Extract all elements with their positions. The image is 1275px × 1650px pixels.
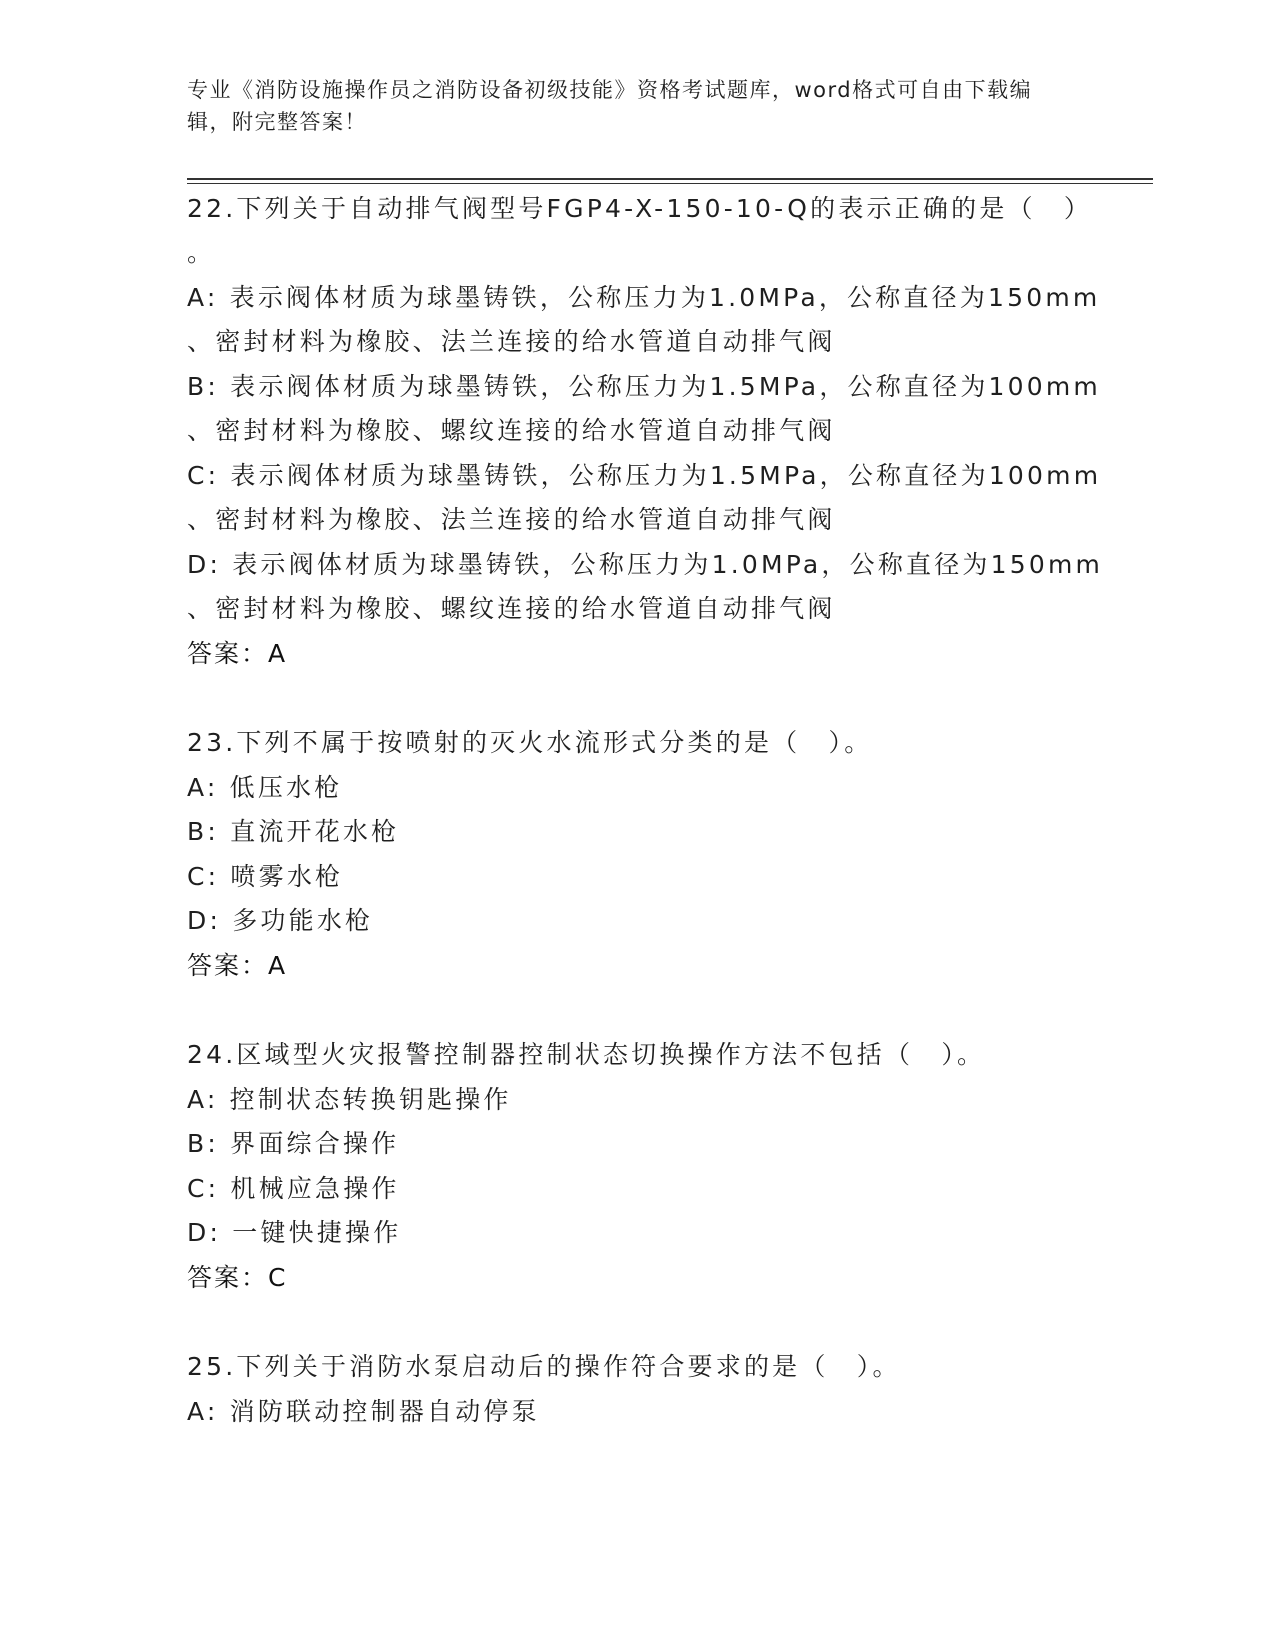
question-23-option-c: C: 喷雾水枪 [187,862,344,891]
document-header: 专业《消防设施操作员之消防设备初级技能》资格考试题库，word格式可自由下载编辑，附完整答案！ [187,78,1033,134]
question-22-option-d-line-1: D: 表示阀体材质为球墨铸铁，公称压力为1.0MPa，公称直径为150mm [187,550,1104,579]
question-25-stem: 25.下列关于消防水泵启动后的操作符合要求的是（ ）。 [187,1352,901,1381]
question-23-option-a: A: 低压水枪 [187,773,343,802]
question-22-stem-line-2: 。 [187,238,216,267]
question-23-option-b: B: 直流开花水枪 [187,817,400,846]
question-22-option-b-line-1: B: 表示阀体材质为球墨铸铁，公称压力为1.5MPa，公称直径为100mm [187,372,1101,401]
question-24-answer: 答案：C [187,1263,288,1292]
question-22-option-c-line-1: C: 表示阀体材质为球墨铸铁，公称压力为1.5MPa，公称直径为100mm [187,461,1102,490]
question-22-stem-line-1: 22.下列关于自动排气阀型号FGP4-X-150-10-Q的表示正确的是（ ） [187,194,1093,223]
question-22-option-d-line-2: 、密封材料为橡胶、螺纹连接的给水管道自动排气阀 [187,594,836,623]
question-22-option-c-line-2: 、密封材料为橡胶、法兰连接的给水管道自动排气阀 [187,505,836,534]
question-24-option-a: A: 控制状态转换钥匙操作 [187,1085,512,1114]
question-24-option-c: C: 机械应急操作 [187,1174,400,1203]
question-24-option-d: D: 一键快捷操作 [187,1218,402,1247]
question-23-stem: 23.下列不属于按喷射的灭火水流形式分类的是（ ）。 [187,728,873,757]
question-22-answer: 答案：A [187,639,288,668]
question-22-option-a-line-1: A: 表示阀体材质为球墨铸铁，公称压力为1.0MPa，公称直径为150mm [187,283,1101,312]
question-23-answer: 答案：A [187,951,288,980]
header-divider-thick [187,178,1153,180]
question-22-option-a-line-2: 、密封材料为橡胶、法兰连接的给水管道自动排气阀 [187,327,836,356]
question-24-option-b: B: 界面综合操作 [187,1129,400,1158]
question-25-option-a: A: 消防联动控制器自动停泵 [187,1397,540,1426]
question-22-option-b-line-2: 、密封材料为橡胶、螺纹连接的给水管道自动排气阀 [187,416,836,445]
header-divider-thin [187,183,1153,184]
question-24-stem: 24.区域型火灾报警控制器控制状态切换操作方法不包括（ ）。 [187,1040,986,1069]
question-23-option-d: D: 多功能水枪 [187,906,374,935]
